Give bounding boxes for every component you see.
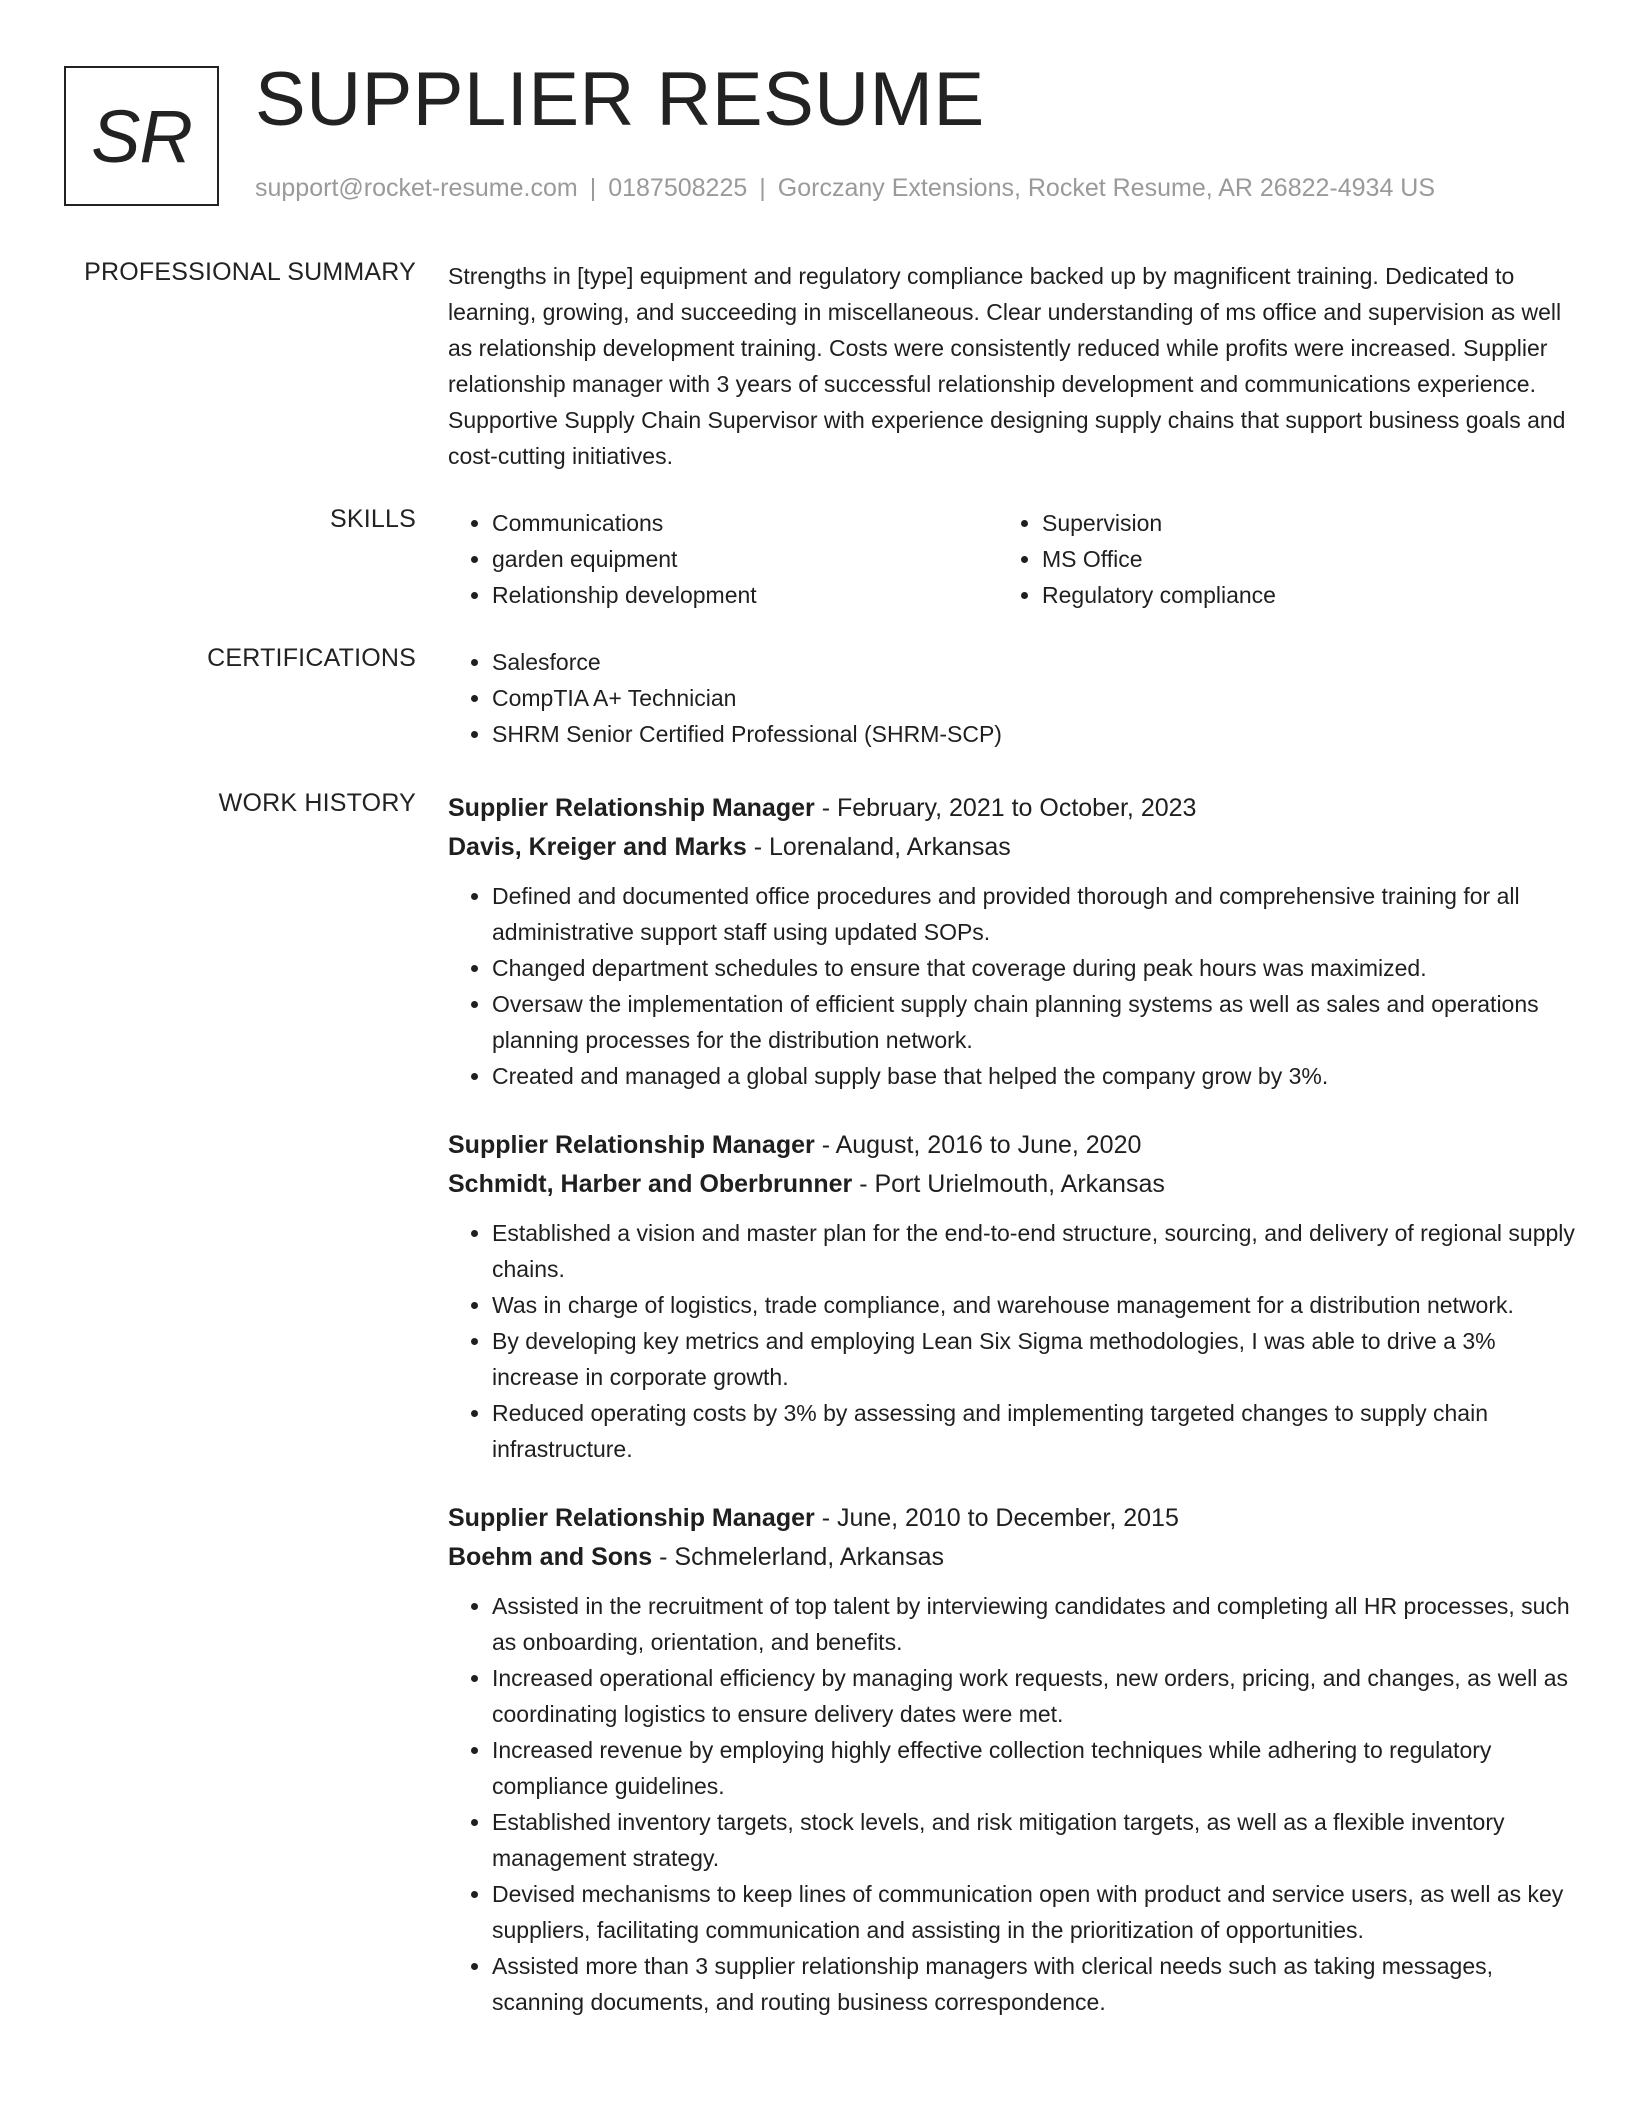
job-bullet: • Increased operational efficiency by managing work requests, new orders, pricing, and changes, as well as coordinating logistics to ensure delivery dates were met.: [492, 1660, 1584, 1732]
skill-item: • Regulatory compliance: [1042, 577, 1548, 613]
skills-heading: SKILLS: [330, 505, 416, 533]
job-company: Davis, Kreiger and Marks: [448, 833, 747, 861]
job-title-line: [448, 1499, 1584, 1538]
job-entry: [448, 1499, 1584, 2020]
skills-column-left: [448, 505, 998, 613]
job-title-line: [448, 1126, 1584, 1165]
job-role: Supplier Relationship Manager: [448, 1131, 815, 1159]
job-bullet: • Was in charge of logistics, trade compliance, and warehouse management for a distribution network.: [492, 1287, 1584, 1323]
monogram-logo: SR: [64, 66, 219, 206]
contact-address: Gorczany Extensions, Rocket Resume, AR 26822-4934 US: [777, 174, 1436, 202]
job-location: - Schmelerland, Arkansas: [659, 1543, 944, 1571]
skill-item: • Supervision: [1042, 505, 1548, 541]
contact-phone[interactable]: 0187508225: [608, 174, 748, 202]
certification-item: • Salesforce: [492, 644, 1584, 680]
job-bullets: [448, 1215, 1584, 1467]
summary-heading: PROFESSIONAL SUMMARY: [84, 258, 416, 286]
skill-item: • Communications: [492, 505, 998, 541]
job-company: Boehm and Sons: [448, 1543, 653, 1571]
work-history-body: [448, 789, 1584, 2052]
certifications-body: [448, 644, 1584, 752]
job-company-line: [448, 828, 1584, 867]
skills-body: [448, 505, 1584, 613]
job-bullet: • Assisted in the recruitment of top talent by interviewing candidates and completing all HR processes, such as onboarding, orientation, and benefits.: [492, 1588, 1584, 1660]
skill-item: • Relationship development: [492, 577, 998, 613]
job-bullet: • Defined and documented office procedures and provided thorough and comprehensive training for all administrative support staff using updated SOPs.: [492, 878, 1584, 950]
contact-separator: |: [759, 174, 766, 202]
job-bullet: • Devised mechanisms to keep lines of communication open with product and service users, as well as key suppliers, facilitating communication and assisting in the prioritization of opportunities.: [492, 1876, 1584, 1948]
certification-item: • CompTIA A+ Technician: [492, 680, 1584, 716]
job-role: Supplier Relationship Manager: [448, 1504, 815, 1532]
job-bullet: • Changed department schedules to ensure that coverage during peak hours was maximized.: [492, 950, 1584, 986]
job-location: - Port Urielmouth, Arkansas: [859, 1170, 1165, 1198]
skill-item: • garden equipment: [492, 541, 998, 577]
summary-body: [448, 258, 1584, 474]
job-company-line: [448, 1538, 1584, 1577]
job-company-line: [448, 1165, 1584, 1204]
job-entry: [448, 789, 1584, 1094]
job-bullet: • By developing key metrics and employing Lean Six Sigma methodologies, I was able to drive a 3% increase in corporate growth.: [492, 1323, 1584, 1395]
job-bullet: • Established a vision and master plan for the end-to-end structure, sourcing, and delivery of regional supply chains.: [492, 1215, 1584, 1287]
certifications-heading: CERTIFICATIONS: [207, 644, 416, 672]
summary-text: Strengths in [type] equipment and regulatory compliance backed up by magnificent training. Dedicated to learning, growing, and succeeding in miscellaneous. Clear understanding of ms office and supervision as well as relationship development training. Costs were consistently reduced while profits were increased. Supplier relationship manager with 3 years of successful relationship development and communications experience. Supportive Supply Chain Supervisor with experience designing supply chains that support business goals and cost-cutting initiatives.: [448, 263, 1566, 469]
job-title-line: [448, 789, 1584, 828]
resume-header: [64, 57, 1584, 210]
job-bullet: • Reduced operating costs by 3% by assessing and implementing targeted changes to supply chain infrastructure.: [492, 1395, 1584, 1467]
certification-item: • SHRM Senior Certified Professional (SHRM-SCP): [492, 716, 1584, 752]
job-bullets: [448, 878, 1584, 1094]
job-dates: - June, 2010 to December, 2015: [821, 1504, 1179, 1532]
job-bullet: • Increased revenue by employing highly effective collection techniques while adhering to regulatory compliance guidelines.: [492, 1732, 1584, 1804]
job-bullet: • Assisted more than 3 supplier relationship managers with clerical needs such as taking messages, scanning documents, and routing business correspondence.: [492, 1948, 1584, 2020]
contact-line: [255, 174, 1435, 203]
contact-separator: |: [589, 174, 597, 202]
contact-email[interactable]: support@rocket-resume.com: [255, 174, 578, 202]
job-dates: - August, 2016 to June, 2020: [821, 1131, 1142, 1159]
skills-column-right: [998, 505, 1548, 613]
work-history-heading: WORK HISTORY: [218, 789, 416, 817]
skills-grid: [448, 505, 1584, 613]
job-bullets: [448, 1588, 1584, 2020]
job-role: Supplier Relationship Manager: [448, 794, 815, 822]
resume-title: SUPPLIER RESUME: [255, 57, 985, 142]
job-company: Schmidt, Harber and Oberbrunner: [448, 1170, 853, 1198]
job-bullet: • Oversaw the implementation of efficient supply chain planning systems as well as sales and operations planning processes for the distribution network.: [492, 986, 1584, 1058]
job-location: - Lorenaland, Arkansas: [753, 833, 1011, 861]
skill-item: • MS Office: [1042, 541, 1548, 577]
job-dates: - February, 2021 to October, 2023: [821, 794, 1197, 822]
job-bullet: • Created and managed a global supply base that helped the company grow by 3%.: [492, 1058, 1584, 1094]
job-bullet: • Established inventory targets, stock levels, and risk mitigation targets, as well as a flexible inventory management strategy.: [492, 1804, 1584, 1876]
job-entry: [448, 1126, 1584, 1467]
